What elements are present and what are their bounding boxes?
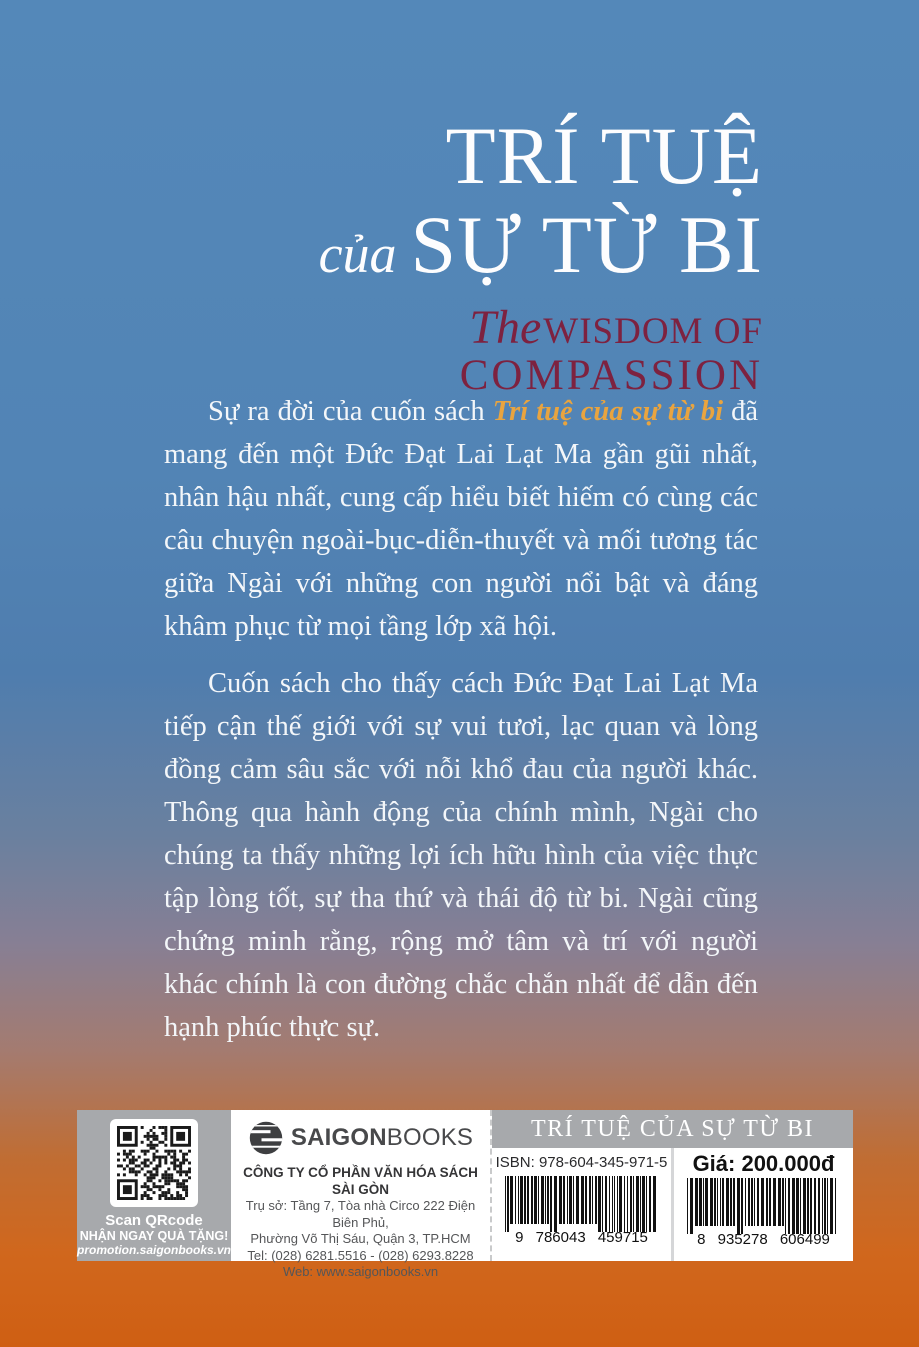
subtitle-script-word: The bbox=[469, 301, 542, 354]
description-text bbox=[164, 390, 758, 1063]
qr-caption: Scan QRcode bbox=[105, 1212, 203, 1229]
isbn-label: ISBN: 978-604-345-971-5 bbox=[495, 1154, 668, 1171]
company-address-2: Phường Võ Thị Sáu, Quận 3, TP.HCM bbox=[250, 1231, 471, 1246]
isbn-barcode bbox=[503, 1176, 661, 1232]
qr-promo-text: NHẬN NGAY QUÀ TẶNG! bbox=[79, 1229, 229, 1243]
title-line-2 bbox=[319, 200, 763, 299]
publisher-section bbox=[231, 1110, 490, 1279]
brand-books: BOOKS bbox=[386, 1124, 474, 1151]
paragraph-1 bbox=[164, 390, 758, 648]
barcode-row bbox=[492, 1148, 853, 1261]
brand-wordmark bbox=[291, 1124, 473, 1152]
p1-after: đã mang đến một Đức Đạt Lai Lạt Ma gần gũi nhất, nhân hậu nhất, cung cấp hiểu biết hiếm có cùng các câu chuyện ngoài-bục-diễn-thuyết và mối tương tác giữa Ngài với những con người nổi bật và đáng khâm phục từ mọi tầng lớp xã hội. bbox=[164, 396, 758, 642]
saigonbooks-logo-icon bbox=[248, 1120, 284, 1156]
subtitle-line-1 bbox=[319, 301, 763, 354]
company-address-1: Trụ sở: Tầng 7, Tòa nhà Circo 222 Điện Biên Phủ, bbox=[245, 1198, 476, 1230]
qr-section bbox=[77, 1110, 231, 1261]
qr-code-icon bbox=[117, 1126, 191, 1200]
p1-before: Sự ra đời của cuốn sách bbox=[208, 396, 493, 427]
price-column bbox=[671, 1148, 853, 1261]
title-line-1: TRÍ TUỆ bbox=[445, 110, 763, 201]
publisher-brand bbox=[248, 1120, 473, 1156]
book-title-strip: TRÍ TUỆ CỦA SỰ TỪ BI bbox=[492, 1110, 853, 1148]
p1-book-title-highlight: Trí tuệ của sự từ bi bbox=[492, 396, 724, 427]
company-tel: Tel: (028) 6281.5516 - (028) 6293.8228 bbox=[247, 1247, 474, 1263]
paragraph-2: Cuốn sách cho thấy cách Đức Đạt Lai Lạt Ma tiếp cận thế giới với sự vui tươi, lạc quan và lòng đồng cảm sâu sắc với nỗi khổ đau của người khác. Thông qua hành động của chính mình, Ngài cho chúng ta thấy những lợi ích hữu hình của việc thực tập lòng tốt, sự tha thứ và thái độ từ bi. Ngài cũng chứng minh rằng, rộng mở tâm và trí với người khác chính là con đường chắc chắn nhất để dẫn đến hạnh phúc thực sự. bbox=[164, 668, 758, 1043]
title-prefix: của bbox=[318, 224, 397, 284]
subtitle-caps: WISDOM OF bbox=[543, 311, 763, 352]
qr-card bbox=[110, 1119, 198, 1207]
brand-saigon: SAIGON bbox=[290, 1124, 387, 1151]
retail-section bbox=[490, 1110, 853, 1261]
company-web: Web: www.saigonbooks.vn bbox=[282, 1264, 439, 1279]
price-label: Giá: 200.000đ bbox=[692, 1151, 835, 1176]
title-main: SỰ TỪ BI bbox=[410, 199, 763, 290]
subtitle-line-2: COMPASSION bbox=[459, 352, 763, 399]
isbn-column bbox=[492, 1148, 671, 1261]
price-barcode bbox=[685, 1178, 843, 1234]
title-block bbox=[319, 112, 763, 399]
isbn-barcode-digits: 9 786043 459715 bbox=[515, 1229, 648, 1246]
footer-info-box bbox=[77, 1110, 853, 1279]
qr-promo-url: promotion.saigonbooks.vn bbox=[77, 1243, 232, 1257]
company-name: CÔNG TY CỔ PHẦN VĂN HÓA SÁCH SÀI GÒN bbox=[243, 1165, 478, 1197]
price-barcode-digits: 8 935278 606499 bbox=[697, 1231, 830, 1248]
